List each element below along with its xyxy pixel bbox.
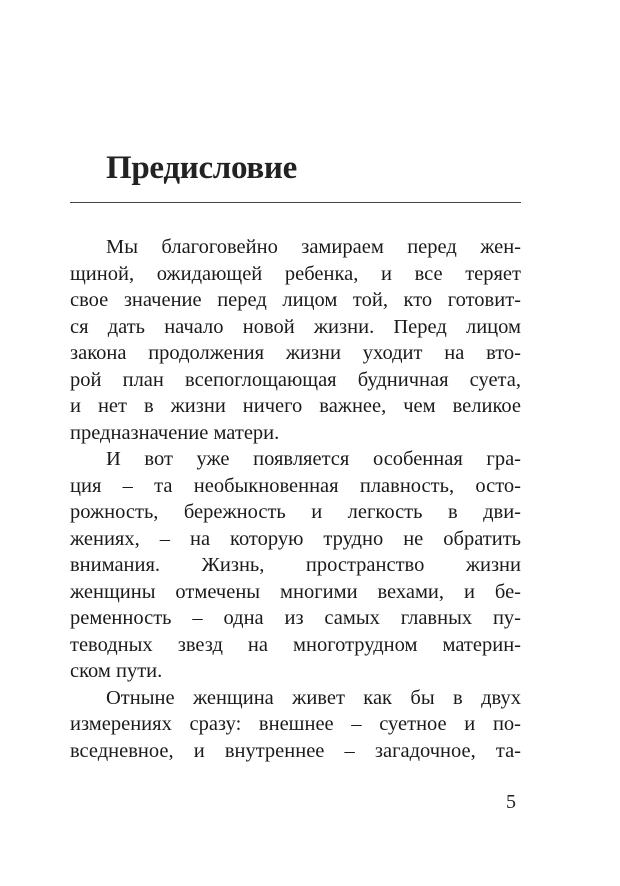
text-line: щиной, ожидающей ребенка, и все теряет: [70, 262, 521, 285]
text-line: закона продолжения жизни уходит на вто-: [70, 342, 521, 364]
text-line: И вот уже появляется особенная гра-: [106, 448, 521, 470]
text-line: Отныне женщина живет как бы в двух: [106, 686, 521, 709]
text-line: жениях, – на которую трудно не обратить: [70, 527, 521, 550]
text-line: свое значение перед лицом той, кто готовит-: [70, 289, 521, 311]
body-text: [70, 234, 521, 764]
text-line: предназначение матери.: [70, 421, 280, 444]
title-divider: [70, 202, 521, 203]
text-line: внимания. Жизнь, пространство жизни: [70, 554, 521, 576]
text-line: и нет в жизни ничего важнее, чем великое: [70, 395, 521, 417]
text-line: ском пути.: [70, 660, 163, 682]
text-line: Мы благоговейно замираем перед жен-: [106, 236, 521, 258]
text-line: рой план всепоглощающая будничная суета,: [70, 368, 521, 391]
text-line: ция – та необыкновенная плавность, осто-: [70, 474, 521, 497]
page-number: 5: [506, 791, 516, 813]
text-line: вседневное, и внутреннее – загадочное, та-: [70, 739, 521, 762]
text-line: рожность, бережность и легкость в дви-: [70, 501, 521, 523]
chapter-title: Предисловие: [106, 150, 297, 186]
text-line: измерениях сразу: внешнее – суетное и по-: [70, 713, 521, 735]
text-line: женщины отмечены многими вехами, и бе-: [70, 580, 521, 603]
text-line: теводных звезд на многотрудном материн-: [70, 633, 521, 656]
text-line: ся дать начало новой жизни. Перед лицом: [70, 315, 521, 338]
text-line: ременность – одна из самых главных пу-: [70, 607, 521, 629]
